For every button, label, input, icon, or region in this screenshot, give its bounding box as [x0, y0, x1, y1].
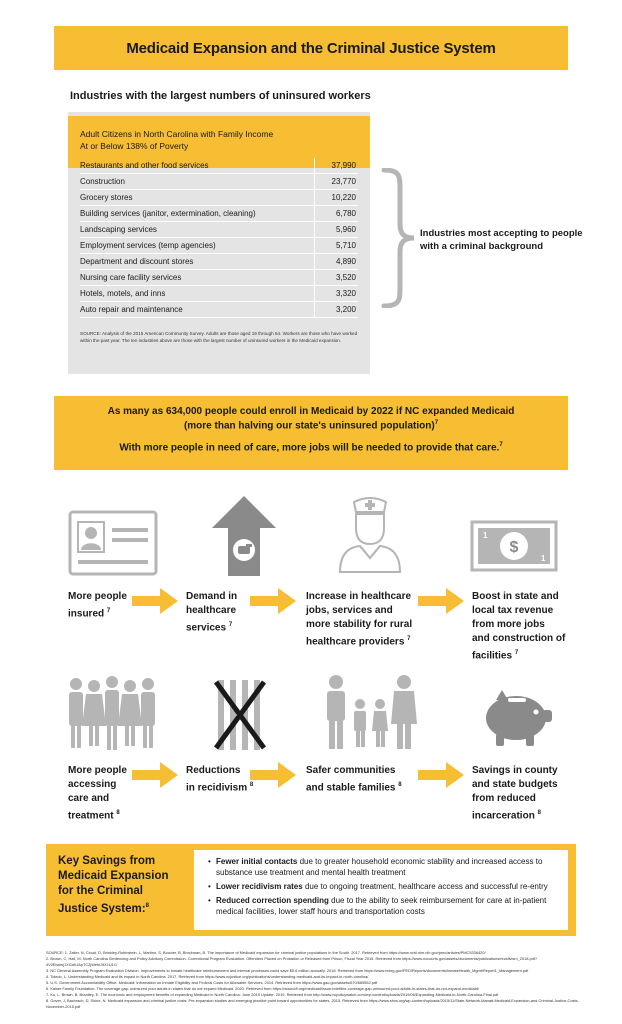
step-line-text: services — [186, 622, 227, 634]
row-category: Grocery stores — [80, 193, 133, 202]
step-line: Increase in healthcare — [306, 591, 412, 602]
family-icon — [322, 674, 418, 752]
money-bill-icon — [470, 520, 558, 572]
reference-item: 8. Gover, J, Bachrach, D, Shine, N. Medicaid expansion and criminal justice costs: Pre-expansion studies and emerging practice point toward opportunities for states. 2015. Retrieved from https://www.shvs.org/wp-content/uploads/2015/11/State-Network-Manatt-Medicaid-Expansion-and-Criminal-Justice-Costs-November-2015.pdf — [46, 998, 579, 1009]
reference-item: 4. Toledo, L. Understanding Medicaid and its impact in North Carolina. 2017. Retrieved from https://www.ncjustice.org/publications/understanding-medicaid-and-its-impact-in-north-carolina/ — [46, 974, 369, 979]
savings-title-line: Medicaid Expansion — [58, 870, 169, 882]
right-arrow-icon — [418, 762, 464, 788]
step-line — [186, 778, 253, 795]
step-line — [68, 604, 127, 621]
savings-item-text: due to the ability to seek reimbursement for care at in-patient medical facilities, lower staff hours and transportation costs — [216, 896, 547, 916]
step-ref: 7 — [514, 650, 519, 656]
step-line: jobs, services and — [306, 605, 393, 616]
table-row — [80, 206, 358, 222]
row-category: Restaurants and other food services — [80, 161, 209, 170]
step-line: Savings in county — [472, 765, 558, 776]
step-line: local tax revenue — [472, 605, 554, 616]
step-ref: 8 — [537, 810, 541, 816]
reference-item: 2. Brown, C, Hall, M. North Carolina Sentencing and Policy Advisory Commission. Correctional Program Evaluation. Offenders Placed on Probation or Released from Prison, Fiscal Year 2015. Retrieved from https://www.nccourts.gov/assets/documents/publications/recidivism_2018.pdf?4V2Ebarsj1XGdh1ApTC2jWebU9X1U1G — [46, 956, 538, 967]
references — [46, 950, 586, 1010]
step-line-text: treatment — [68, 810, 114, 822]
page-title: Medicaid Expansion and the Criminal Justice System — [54, 26, 568, 70]
row-category: Employment services (temp agencies) — [80, 241, 216, 250]
row-value: 3,520 — [314, 270, 358, 285]
savings-item-bold: Fewer initial contacts — [216, 857, 298, 866]
step-line — [306, 632, 412, 649]
step-ref: 7 — [407, 636, 411, 642]
savings-item-text: due to ongoing treatment, healthcare access and successful re-entry — [302, 882, 548, 891]
step-reductions-in-recidivism — [186, 764, 253, 795]
row-value: 3,200 — [314, 302, 358, 317]
row-value: 3,320 — [314, 286, 358, 301]
step-line: from reduced — [472, 793, 536, 804]
step-line: from more jobs — [472, 619, 545, 630]
step-ref: 8 — [116, 810, 120, 816]
piggy-bank-icon — [478, 688, 554, 746]
table-header-line1: Adult Citizens in North Carolina with Family Income — [80, 129, 274, 139]
table-heading: Industries with the largest numbers of uninsured workers — [70, 90, 371, 102]
step-line: Demand in — [186, 591, 238, 602]
banner-line2 — [54, 420, 568, 431]
step-line-text: facilities — [472, 650, 513, 662]
brace-label: Industries most accepting to people with a criminal background — [420, 228, 583, 252]
table-row — [80, 158, 358, 174]
banner-line1: As many as 634,000 people could enroll in Medicaid by 2022 if NC expanded Medicaid — [107, 406, 515, 417]
reference-item: 7. Ku, L, Brown, B, Brantley, E. The economic and employment benefits of expanding Medicaid in North Carolina: June 2019 Update. 2019. Retrieved from http://www.ncpolicywatch.com/wp-content/uploads/2019/06/Expanding-Medicaid-in-North-Carolina-Final.pdf — [46, 992, 499, 997]
row-value: 10,220 — [314, 190, 358, 205]
savings-title-text: Justice System: — [58, 902, 146, 915]
step-line — [68, 806, 127, 823]
table-header-line2: At or Below 138% of Poverty — [80, 141, 189, 151]
step-boost-in-tax-revenue — [472, 590, 565, 663]
step-more-people-accessing-care — [68, 764, 127, 823]
key-savings-title — [58, 854, 186, 917]
enrollment-banner — [54, 396, 568, 470]
key-savings-box — [46, 844, 576, 936]
row-category: Construction — [80, 177, 125, 186]
step-ref: 7 — [228, 622, 233, 628]
step-line: more stability for rural — [306, 619, 413, 630]
step-line: Boost in state and — [472, 591, 559, 602]
crossed-out-jail-icon — [212, 678, 268, 752]
step-line-text: healthcare providers — [306, 636, 405, 648]
id-card-icon — [68, 510, 158, 576]
step-line-text: incarceration — [472, 810, 535, 822]
table-source: SOURCE: Analysis of the 2015 American Community Survey. Adults are those aged 19 through 64. Workers are those who have worked within the past year. The ten industries above are those with the largest number of uninsured workers in the Medicaid expansion. — [80, 331, 358, 343]
step-line: care and — [68, 793, 110, 804]
row-category: Building services (janitor, extermination, cleaning) — [80, 209, 256, 218]
step-more-people-insured — [68, 590, 127, 621]
step-line-text: and stable families — [306, 782, 396, 794]
list-item — [208, 881, 560, 892]
step-line — [472, 646, 565, 663]
table-row — [80, 302, 358, 318]
row-category: Nursing care facility services — [80, 273, 182, 282]
banner-line3-text: With more people in need of care, more jobs will be needed to provide that care. — [119, 442, 500, 454]
step-line — [186, 618, 237, 635]
step-safer-communities — [306, 764, 402, 795]
bullet-icon: • — [208, 857, 211, 866]
list-item — [208, 895, 560, 917]
step-ref: 7 — [106, 608, 111, 614]
banner-line3 — [54, 442, 568, 453]
row-category: Landscaping services — [80, 225, 157, 234]
table-row — [80, 270, 358, 286]
crowd-icon — [64, 676, 160, 752]
step-line: and construction of — [472, 633, 566, 644]
right-arrow-icon — [132, 762, 178, 788]
step-line: Reductions — [186, 765, 241, 776]
table-row — [80, 238, 358, 254]
banner-line2-ref: 7 — [434, 420, 439, 426]
savings-item-bold: Lower recidivism rates — [216, 882, 303, 891]
step-line — [472, 806, 558, 823]
row-value: 6,780 — [314, 206, 358, 221]
right-arrow-icon — [250, 762, 296, 788]
bullet-icon: • — [208, 896, 211, 905]
reference-item: 3. NC General Assembly Program Evaluation Division. Improvements to inmate healthcare reimbursement and internal processes could save $5.6 million annually. 2018. Retrieved from https://www.ncleg.gov/PED/Reports/documents/InmateHealth_Mgmt/Report1_Management.pdf — [46, 968, 529, 973]
right-arrow-icon — [132, 588, 178, 614]
step-ref: 8 — [398, 782, 402, 788]
step-line: and state budgets — [472, 779, 558, 790]
svg-text:$: $ — [509, 539, 519, 556]
key-savings-list — [194, 850, 568, 930]
savings-item-text: due to greater household economic stability and increased access to substance use treatment and mental health treatment — [216, 857, 543, 877]
step-ref: 8 — [249, 782, 254, 788]
savings-title-line — [58, 899, 186, 917]
savings-title-line: for the Criminal — [58, 885, 143, 897]
table-row — [80, 190, 358, 206]
up-arrow-pointing-hand-icon — [210, 494, 278, 578]
bullet-icon: • — [208, 882, 211, 891]
savings-title-line: Key Savings from — [58, 855, 156, 867]
step-line: More people — [68, 591, 127, 602]
right-arrow-icon — [250, 588, 296, 614]
step-line: Safer communities — [306, 765, 396, 776]
curly-brace-icon — [378, 168, 418, 308]
row-value: 5,710 — [314, 238, 358, 253]
step-demand-in-healthcare — [186, 590, 237, 635]
table-row — [80, 254, 358, 270]
row-category: Department and discount stores — [80, 257, 194, 266]
step-increase-in-healthcare-jobs — [306, 590, 412, 649]
row-category: Auto repair and maintenance — [80, 305, 183, 314]
row-category: Hotels, motels, and inns — [80, 289, 166, 298]
row-value: 37,990 — [314, 158, 358, 173]
banner-line3-ref: 7 — [499, 442, 503, 448]
step-line: healthcare — [186, 605, 237, 616]
step-line-text: in recidivism — [186, 782, 248, 794]
svg-text:1: 1 — [541, 554, 546, 563]
svg-text:1: 1 — [483, 531, 488, 540]
table-row — [80, 286, 358, 302]
savings-item-bold: Reduced correction spending — [216, 896, 329, 905]
doctor-icon — [338, 496, 402, 574]
banner-line2-text: (more than halving our state's uninsured population) — [183, 420, 435, 432]
table-row — [80, 222, 358, 238]
right-arrow-icon — [418, 588, 464, 614]
row-value: 5,960 — [314, 222, 358, 237]
table-row — [80, 174, 358, 190]
row-value: 4,890 — [314, 254, 358, 269]
list-item — [208, 856, 560, 878]
reference-item: 5. U.S. Government Accountability Office. Medicaid: Information on Inmate Eligibility and Federal Costs for Allowable Services. 2014. Retrieved from https://www.gao.gov/assets/670/665552.pdf — [46, 980, 378, 985]
row-value: 23,770 — [314, 174, 358, 189]
step-line-text: insured — [68, 608, 105, 620]
step-line: accessing — [68, 779, 117, 790]
reference-item: 6. Kaiser Family Foundation. The coverage gap: uninsured poor adults in states that do not expand Medicaid. 2020. Retrieved from https://www.kff.org/medicaid/issue-brief/the-coverage-gap-uninsured-poor-adults-in-states-that-do-not-expand-medicaid/ — [46, 986, 479, 991]
step-savings-in-budgets — [472, 764, 558, 823]
savings-title-ref: 8 — [145, 903, 149, 909]
industries-table — [68, 112, 370, 374]
step-line — [306, 778, 402, 795]
step-line: More people — [68, 765, 127, 776]
reference-item: SOURCE: 1. Zaller, N, Cloud, D, Brinkley-Rubinstein, L, Martino, S, Bouvier, B, Brockman, B. The importance of Medicaid expansion for criminal justice populations in the South. 2017. Retrieved from https://www.ncbi.nlm.nih.gov/pmc/articles/PMC5336420/ — [46, 950, 486, 955]
